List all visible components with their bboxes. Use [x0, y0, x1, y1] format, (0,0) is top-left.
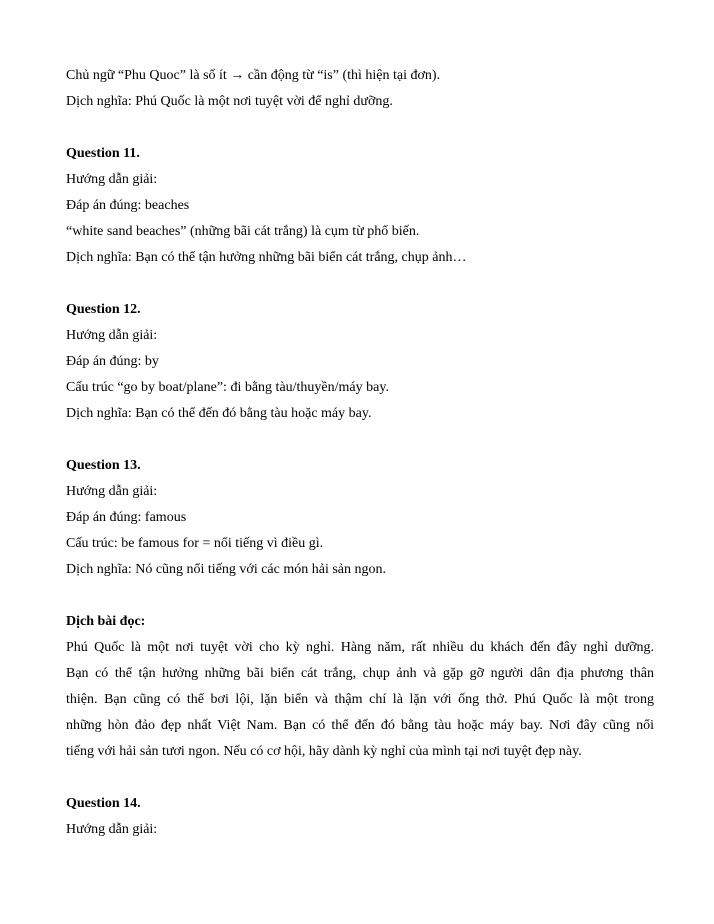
- question-14-section: [66, 791, 654, 843]
- question-12-answer: Đáp án đúng: by: [66, 354, 159, 369]
- intro-subject-note: Chủ ngữ “Phu Quoc” là số ít → cần động từ “is” (thì hiện tại đơn).: [66, 68, 441, 83]
- question-12-explanation: Cấu trúc “go by boat/plane”: đi bằng tàu/thuyền/máy bay.: [66, 380, 389, 395]
- question-13-guide: Hướng dẫn giải:: [66, 484, 158, 499]
- question-11-section: [66, 141, 654, 271]
- reading-translation-title: Dịch bài đọc:: [66, 614, 146, 629]
- reading-paragraph-line: tiếng với hải sản tươi ngon. Nếu có cơ hội, hãy dành kỳ nghỉ của mình tại nơi tuyệt đẹp này.: [66, 744, 582, 759]
- question-13-section: [66, 453, 654, 583]
- question-13-title: Question 13.: [66, 458, 141, 473]
- question-11-translation: Dịch nghĩa: Bạn có thể tận hưởng những bãi biển cát trắng, chụp ảnh…: [66, 250, 467, 265]
- question-12-translation: Dịch nghĩa: Bạn có thể đến đó bằng tàu hoặc máy bay.: [66, 406, 372, 421]
- question-13-answer: Đáp án đúng: famous: [66, 510, 187, 525]
- reading-paragraph-line: Phú Quốc là một nơi tuyệt vời cho kỳ nghỉ. Hàng năm, rất nhiều du khách đến đây nghỉ dưỡng.: [66, 640, 654, 655]
- spacer: [66, 583, 654, 609]
- reading-paragraph-line: những hòn đảo đẹp nhất Việt Nam. Bạn có thể đến đó bằng tàu hoặc máy bay. Nơi đây cũng nổi: [66, 718, 654, 733]
- spacer: [66, 427, 654, 453]
- question-12-section: [66, 297, 654, 427]
- reading-paragraph-line: thiện. Bạn cũng có thể bơi lội, lặn biển và thậm chí là lặn với ống thở. Phú Quốc là một trong: [66, 692, 654, 707]
- question-11-title: Question 11.: [66, 146, 140, 161]
- reading-translation-section: [66, 609, 654, 765]
- intro-translation: Dịch nghĩa: Phú Quốc là một nơi tuyệt vời để nghỉ dưỡng.: [66, 94, 393, 109]
- reading-paragraph-line: Bạn có thể tận hưởng những bãi biển cát trắng, chụp ảnh và gặp gỡ người dân địa phương thân: [66, 666, 654, 681]
- question-12-guide: Hướng dẫn giải:: [66, 328, 158, 343]
- question-13-translation: Dịch nghĩa: Nó cũng nổi tiếng với các món hải sản ngon.: [66, 562, 387, 577]
- question-13-explanation: Cấu trúc: be famous for = nổi tiếng vì điều gì.: [66, 536, 324, 551]
- spacer: [66, 115, 654, 141]
- question-12-title: Question 12.: [66, 302, 141, 317]
- question-14-guide: Hướng dẫn giải:: [66, 822, 158, 837]
- question-14-title: Question 14.: [66, 796, 141, 811]
- spacer: [66, 765, 654, 791]
- question-11-explanation: “white sand beaches” (những bãi cát trắng) là cụm từ phổ biến.: [66, 224, 420, 239]
- intro-section: [66, 63, 654, 115]
- spacer: [66, 271, 654, 297]
- question-11-answer: Đáp án đúng: beaches: [66, 198, 190, 213]
- question-11-guide: Hướng dẫn giải:: [66, 172, 158, 187]
